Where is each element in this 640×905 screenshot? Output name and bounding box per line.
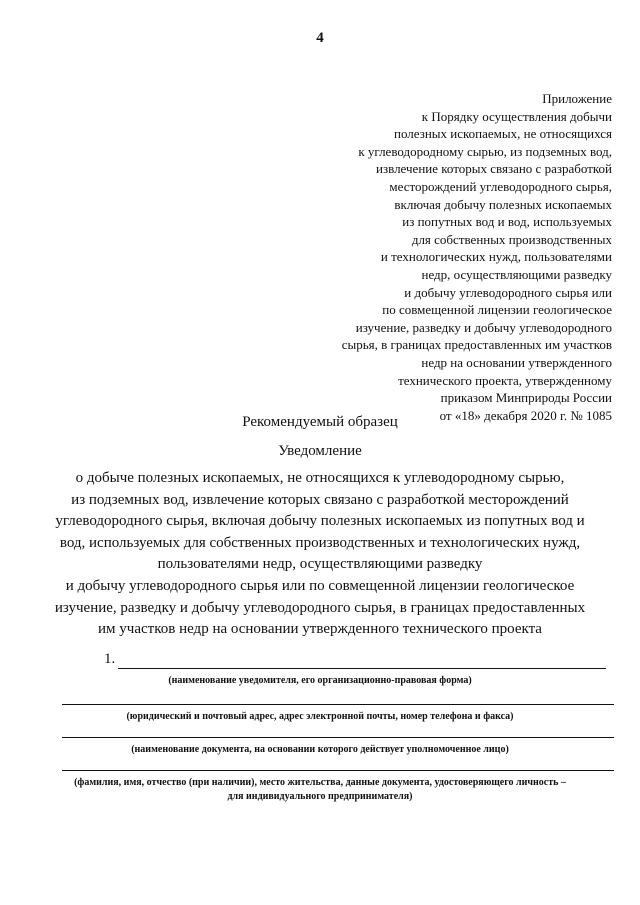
authority-document-caption: (наименование документа, на основании которого действует уполномоченное лицо) [131,744,509,755]
appendix-line: от «18» декабря 2020 г. № 1085 [439,407,612,423]
appendix-line: по совмещенной лицензии геологическое [382,302,612,318]
appendix-line: извлечение которых связано с разработкой [376,161,612,177]
appendix-line: недр на основании утвержденного [421,354,612,370]
individual-data-caption-cont: для индивидуального предпринимателя) [227,791,413,802]
notifier-name-caption: (наименование уведомителя, его организационно-правовая форма) [168,675,472,686]
recommended-sample-label: Рекомендуемый образец [242,414,398,430]
appendix-line: Приложение [542,91,612,106]
appendix-line: изучение, разведку и добычу углеводородного [355,319,612,335]
address-caption: (юридический и почтовый адрес, адрес электронной почты, номер телефона и факса) [126,711,514,722]
appendix-line: и технологических нужд, пользователями [380,249,612,265]
appendix-line: недр, осуществляющими разведку [421,266,612,282]
notice-subject-line: углеводородного сырья, включая добычу полезных ископаемых из попутных вод и [55,513,585,530]
appendix-line: месторождений углеводородного сырья, [389,178,612,194]
notifier-name-line[interactable] [118,668,606,669]
appendix-line: приказом Минприроды России [440,390,612,406]
notice-subject-line: пользователями недр, осуществляющими разведку [157,556,483,573]
notice-subject [40,468,600,641]
appendix-line: полезных ископаемых, не относящихся [394,126,612,142]
appendix-line: из попутных вод и вод, используемых [402,214,612,230]
notice-title: Уведомление [278,443,362,459]
notice-subject-line: вод, используемых для собственных производственных и технологических нужд, [59,534,581,551]
appendix-line: технического проекта, утвержденному [398,372,612,388]
notice-subject-line: о добыче полезных ископаемых, не относящихся к углеводородному сырью, [75,470,565,486]
individual-data-caption: (фамилия, имя, отчество (при наличии), место жительства, данные документа, удостоверяющего личность – [74,777,566,788]
appendix-line: и добычу углеводородного сырья или [404,284,612,300]
page-number: 4 [316,30,324,46]
form-item-number: 1. [104,651,116,667]
individual-data-line[interactable] [62,770,614,771]
notice-subject-line: им участков недр на основании утвержденного технического проекта [98,621,542,638]
appendix-line: сырья, в границах предоставленных им участков [341,337,612,353]
appendix-line: включая добычу полезных ископаемых [394,196,612,212]
authority-document-line[interactable] [62,737,614,738]
notice-subject-line: из подземных вод, извлечение которых связано с разработкой месторождений [71,491,569,508]
notice-subject-line: изучение, разведку и добычу углеводородного сырья, в границах предоставленных [54,599,586,616]
appendix-line: к углеводородному сырью, из подземных вод, [358,143,612,159]
notice-subject-line: и добычу углеводородного сырья или по совмещенной лицензии геологическое [65,577,575,594]
appendix-line: для собственных производственных [411,231,612,247]
appendix-header [282,90,612,424]
address-line[interactable] [62,704,614,705]
appendix-line: к Порядку осуществления добычи [421,108,612,124]
